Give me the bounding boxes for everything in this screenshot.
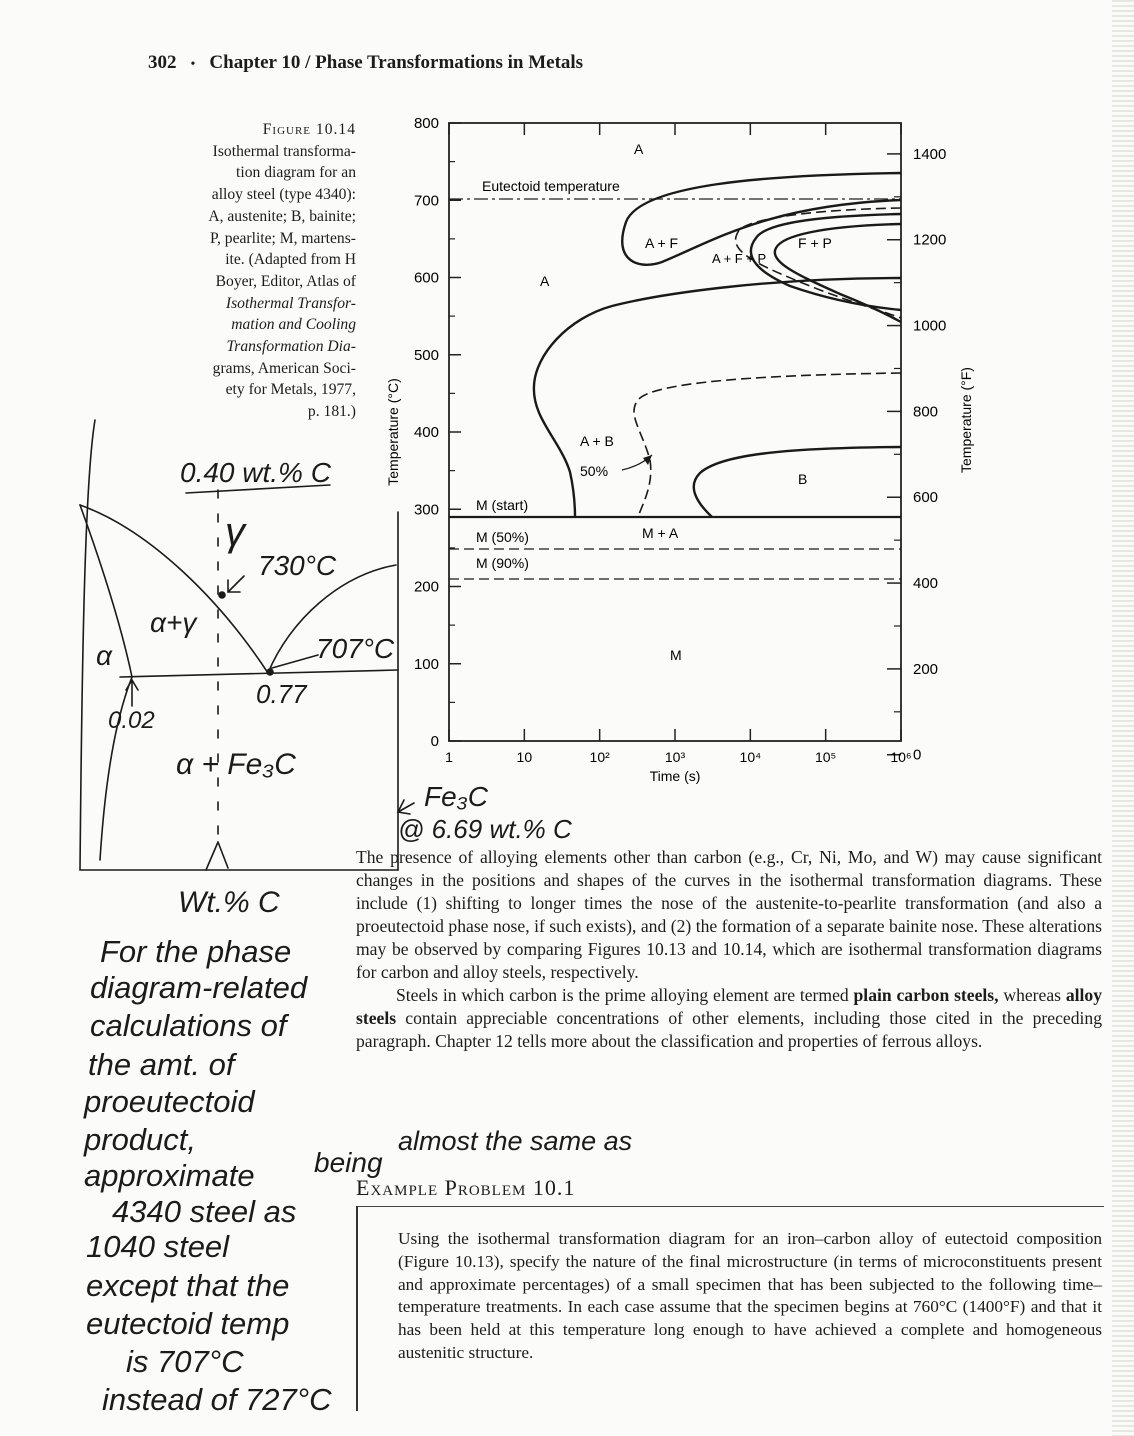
hw-note-line: eutectoid temp (86, 1306, 290, 1341)
m-90-label: M (90%) (476, 555, 529, 571)
region-label: 50% (580, 463, 609, 479)
page-number: 302 (148, 52, 177, 73)
region-label: F + P (798, 235, 832, 251)
hw-alpha-gamma: α+γ (150, 607, 197, 638)
sketch-alpha-lower (100, 677, 132, 860)
hw-note-line: calculations of (90, 1008, 287, 1043)
caption-line: alloy steel (type 4340): (211, 186, 356, 204)
hw-730: 730°C (258, 550, 337, 581)
y-tick-label-c: 100 (413, 655, 439, 673)
m-start-label: M (start) (476, 497, 529, 513)
region-label: B (798, 471, 808, 487)
hw-note-line: instead of 727°C (102, 1382, 332, 1417)
eutectoid-label: Eutectoid temperature (482, 178, 620, 194)
y-tick-label-c: 0 (430, 733, 439, 750)
y-tick-label-c: 500 (413, 346, 439, 364)
region-label: M + A (642, 525, 679, 541)
sketch-730-arrow-icon (228, 576, 244, 592)
caption-line: Boyer, Editor, Atlas of (215, 272, 356, 290)
caption-line: grams, American Soci- (212, 359, 356, 377)
hw-fe3c-comp: @ 6.69 wt.% C (398, 814, 572, 844)
y-tick-label-f: 600 (913, 489, 939, 507)
chapter-title: Chapter 10 / Phase Transformations in Metals (209, 52, 584, 73)
bainite-50-curve (634, 373, 901, 517)
y-axis-label-left: Temperature (°C) (385, 378, 401, 486)
hw-almost-same: almost the same as (398, 1126, 633, 1156)
y-axis-label-right: Temperature (°F) (958, 367, 974, 473)
region-label: A + F (645, 235, 679, 251)
region-label: A + B (580, 433, 614, 449)
text-run: whereas (998, 985, 1066, 1005)
caption-line: p. 181.) (307, 403, 356, 421)
y-tick-label-c: 300 (413, 501, 439, 519)
caption-line: Transformation Dia- (226, 338, 356, 356)
hw-note-line: 1040 steel (86, 1229, 230, 1264)
hw-alpha: α (96, 640, 112, 671)
sketch-point (267, 669, 273, 675)
hw-gamma: γ (225, 510, 245, 554)
caption-line: A, austenite; B, bainite; (208, 207, 356, 225)
sketch-up-arrow-icon (126, 680, 138, 706)
sketch-eutectoid-line (120, 670, 398, 677)
y-tick-label-c: 700 (413, 192, 439, 210)
y-tick-label-c: 200 (413, 578, 439, 596)
y-tick-label-c: 800 (413, 115, 439, 132)
example-title: Example Problem 10.1 (356, 1175, 576, 1200)
hw-note-line: product, (84, 1122, 197, 1157)
caption-line: Isothermal Transfor- (225, 294, 356, 312)
caption-line: Isothermal transforma- (212, 142, 356, 160)
caption-line: ety for Metals, 1977, (225, 381, 356, 399)
example-side-rule (356, 1206, 358, 1411)
hw-note-line: is 707°C (126, 1344, 244, 1379)
hw-note-line: except that the (86, 1268, 290, 1303)
y-tick-label-f: 200 (913, 660, 939, 678)
hw-alpha-fe3c: α + Fe₃C (176, 748, 296, 781)
sketch-down-arrow-icon (206, 842, 228, 870)
y-tick-label-f: 1200 (913, 231, 947, 249)
paragraph (356, 984, 1102, 1053)
hw-being: being (314, 1147, 383, 1178)
chart-plot (385, 115, 974, 784)
caption-line: tion diagram for an (236, 164, 356, 182)
y-tick-label-f: 800 (913, 403, 939, 421)
hw-fe3c: Fe₃C (424, 781, 488, 812)
hw-707: 707°C (316, 633, 395, 664)
hw-note-line: approximate (84, 1158, 255, 1193)
caption-line: ite. (Adapted from H (225, 251, 356, 269)
term-plain-carbon-steels: plain carbon steels, (853, 985, 999, 1005)
region-label: A (634, 141, 644, 157)
caption-line: mation and Cooling (231, 316, 356, 334)
x-tick-label: 10⁴ (739, 749, 762, 765)
example-text: Using the isothermal transformation diagram for an iron–carbon alloy of eutectoid composition (Figure 10.13), specify the nature of the final microstructure (in terms of microconstituents present and approximate percentages) of a small specimen that has been subjected to the following time–temperature treatments. In each case assume that the specimen begins at 760°C (1400°F) and that it has been held at this temperature long enough to have achieved a complete and homogeneous austenitic structure. (398, 1229, 1102, 1362)
body-text (356, 846, 1102, 1053)
x-tick-label: 10⁵ (814, 749, 837, 765)
hw-wt-c: Wt.% C (178, 886, 280, 919)
y-tick-label-f: 400 (913, 575, 939, 593)
hw-077: 0.77 (256, 679, 307, 709)
region-label: A + F + P (712, 251, 767, 266)
sketch-fe3c-arrow-icon (398, 800, 414, 814)
x-tick-label: 10 (516, 749, 533, 765)
hw-note-line: proeutectoid (84, 1084, 255, 1119)
y-tick-label-f: 1400 (913, 145, 947, 163)
region-label: M (670, 647, 682, 663)
paragraph: The presence of alloying elements other than carbon (e.g., Cr, Ni, Mo, and W) may cause significant changes in the positions and shapes of the curves in the isothermal transformation diagrams. These include (1) shifting to longer times the nose of the austenite-to-pearlite transformation (and also a proeutectoid phase nose, if such exists), and (2) the formation of a separate bainite nose. These alterations may be observed by comparing Figures 10.13 and 10.14, which are isothermal transformation diagrams for carbon and alloy steels, respectively. (356, 847, 1102, 982)
x-axis-label: Time (s) (649, 768, 701, 784)
bainite-start-curve (534, 278, 901, 517)
x-tick-label: 10² (589, 749, 610, 765)
hw-note-line: 4340 steel as (112, 1194, 297, 1229)
sketch-point (219, 592, 225, 598)
example-rule (356, 1206, 1104, 1207)
caption-line: P, pearlite; M, martens- (210, 229, 356, 247)
y-tick-label-c: 600 (413, 269, 439, 287)
hw-note-line: the amt. of (88, 1047, 235, 1082)
text-run: contain appreciable concentrations of other elements, including those cited in the preceding paragraph. Chapter 12 tells more about the classification and properties of ferrous alloys. (356, 1008, 1102, 1051)
header-bullet: • (190, 57, 196, 72)
term-alloy-steels: alloy steels (356, 985, 1102, 1028)
y-tick-label-f: 1000 (913, 317, 947, 335)
sketch-707-pointer (272, 655, 318, 668)
hw-002: 0.02 (108, 707, 155, 734)
region-label: A (540, 273, 550, 289)
hw-note-line: For the phase (100, 934, 292, 969)
x-tick-label: 1 (445, 749, 453, 765)
y-tick-label-c: 400 (413, 424, 439, 441)
x-tick-label: 10³ (664, 749, 686, 765)
figure-label: Figure 10.14 (262, 121, 356, 138)
y-tick-label-f: 0 (913, 746, 922, 764)
m-50-label: M (50%) (476, 529, 529, 545)
hw-note-line: diagram-related (90, 970, 308, 1005)
text-run: Steels in which carbon is the prime alloying element are termed (396, 985, 854, 1005)
hw-composition: 0.40 wt.% C (180, 457, 331, 488)
x-tick-label: 10⁶ (890, 749, 912, 765)
